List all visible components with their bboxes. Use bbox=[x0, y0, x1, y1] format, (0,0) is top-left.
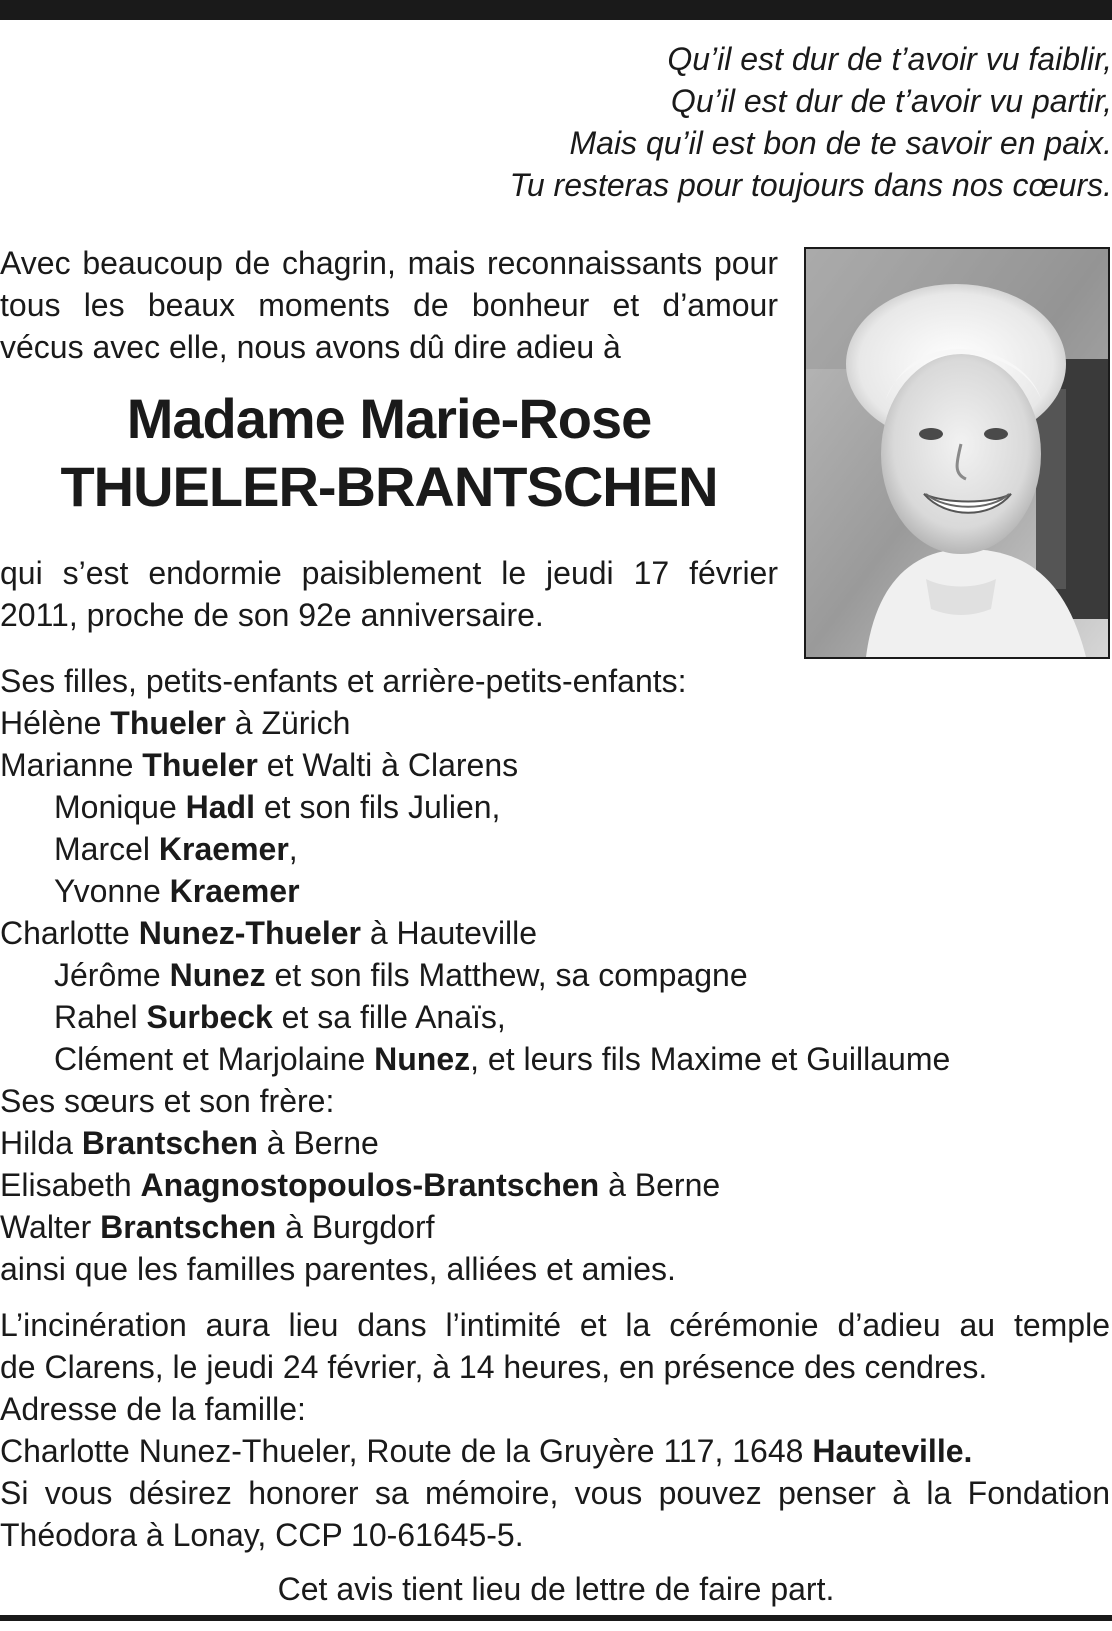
family-row bbox=[0, 744, 1110, 786]
family-row bbox=[0, 786, 1110, 828]
surname: Thueler bbox=[110, 705, 226, 741]
donation-line: Si vous désirez honorer sa mémoire, vous pouvez penser à la Fondation bbox=[0, 1475, 1110, 1511]
death-line: qui s’est endormie paisiblement le jeudi 17 février bbox=[0, 555, 778, 591]
place: à Zürich bbox=[225, 705, 351, 741]
surname: Surbeck bbox=[146, 999, 273, 1035]
family-header: Ses sœurs et son frère: bbox=[0, 1083, 335, 1119]
family-list bbox=[0, 660, 1110, 1290]
place: , bbox=[288, 831, 298, 867]
surname: Nunez bbox=[374, 1041, 471, 1077]
given-name: Elisabeth bbox=[0, 1167, 141, 1203]
given-name: Marianne bbox=[0, 747, 143, 783]
address-text: Charlotte Nunez-Thueler, Route de la Gruyère 117, 1648 bbox=[0, 1433, 813, 1469]
intro-paragraph bbox=[0, 242, 778, 368]
poem-line: Tu resteras pour toujours dans nos cœurs. bbox=[509, 167, 1112, 203]
family-row bbox=[0, 912, 1110, 954]
place: à Hauteville bbox=[360, 915, 538, 951]
given-name: Walter bbox=[0, 1209, 101, 1245]
family-row bbox=[0, 996, 1110, 1038]
place: à Burgdorf bbox=[276, 1209, 435, 1245]
bottom-rule bbox=[0, 1615, 1112, 1621]
death-line: 2011, proche de son 92e anniversaire. bbox=[0, 597, 544, 633]
given-name: Jérôme bbox=[54, 957, 170, 993]
family-row bbox=[0, 870, 1110, 912]
given-name: Monique bbox=[54, 789, 186, 825]
family-row bbox=[0, 954, 1110, 996]
surname: Brantschen bbox=[100, 1209, 277, 1245]
death-paragraph bbox=[0, 552, 778, 636]
surname: Brantschen bbox=[81, 1125, 258, 1161]
place: et sa fille Anaïs, bbox=[272, 999, 506, 1035]
family-address bbox=[0, 1430, 1110, 1472]
given-name: Marcel bbox=[54, 831, 159, 867]
intro-line: Avec beaucoup de chagrin, mais reconnaissants pour bbox=[0, 245, 778, 281]
ceremony-info bbox=[0, 1304, 1110, 1556]
ceremony-line: L’incinération aura lieu dans l’intimité et la cérémonie d’adieu au temple bbox=[0, 1307, 1110, 1343]
poem-line: Qu’il est dur de t’avoir vu partir, bbox=[670, 83, 1112, 119]
place: à Berne bbox=[599, 1167, 721, 1203]
donation-line: Théodora à Lonay, CCP 10-61645-5. bbox=[0, 1517, 524, 1553]
surname: Kraemer bbox=[169, 873, 300, 909]
surname: Nunez-Thueler bbox=[138, 915, 361, 951]
notice-footer: Cet avis tient lieu de lettre de faire part. bbox=[277, 1571, 835, 1607]
family-row bbox=[0, 1206, 1110, 1248]
given-name: Hélène bbox=[0, 705, 111, 741]
portrait-photo bbox=[804, 247, 1110, 659]
family-row bbox=[0, 1038, 1110, 1080]
place: et son fils Matthew, sa compagne bbox=[265, 957, 748, 993]
place: et Walti à Clarens bbox=[257, 747, 519, 783]
family-row bbox=[0, 1122, 1110, 1164]
top-rule bbox=[0, 0, 1112, 20]
given-name: Clément et Marjolaine bbox=[54, 1041, 375, 1077]
place: , et leurs fils Maxime et Guillaume bbox=[470, 1041, 951, 1077]
surname: Kraemer bbox=[158, 831, 289, 867]
deceased-name-line1: Madame Marie-Rose bbox=[126, 387, 652, 450]
given-name: Hilda bbox=[0, 1125, 82, 1161]
place: et son fils Julien, bbox=[254, 789, 501, 825]
surname: Anagnostopoulos-Brantschen bbox=[140, 1167, 600, 1203]
family-tail: ainsi que les familles parentes, alliées et amies. bbox=[0, 1251, 676, 1287]
family-row bbox=[0, 702, 1110, 744]
ceremony-line: de Clarens, le jeudi 24 février, à 14 heures, en présence des cendres. bbox=[0, 1349, 988, 1385]
intro-line: vécus avec elle, nous avons dû dire adieu à bbox=[0, 329, 621, 365]
family-header: Ses filles, petits-enfants et arrière-petits-enfants: bbox=[0, 663, 687, 699]
surname: Thueler bbox=[142, 747, 258, 783]
given-name: Rahel bbox=[54, 999, 147, 1035]
intro-line: tous les beaux moments de bonheur et d’amour bbox=[0, 287, 778, 323]
address-town: Hauteville. bbox=[812, 1433, 973, 1469]
epitaph-poem bbox=[510, 38, 1112, 206]
deceased-name-line2: THUELER-BRANTSCHEN bbox=[60, 455, 718, 518]
address-label: Adresse de la famille: bbox=[0, 1391, 306, 1427]
surname: Hadl bbox=[185, 789, 255, 825]
deceased-name bbox=[0, 385, 778, 521]
family-row bbox=[0, 1164, 1110, 1206]
portrait-image bbox=[806, 249, 1108, 657]
poem-line: Mais qu’il est bon de te savoir en paix. bbox=[569, 125, 1112, 161]
poem-line: Qu’il est dur de t’avoir vu faiblir, bbox=[667, 41, 1112, 77]
place: à Berne bbox=[257, 1125, 379, 1161]
given-name: Yvonne bbox=[54, 873, 170, 909]
given-name: Charlotte bbox=[0, 915, 139, 951]
surname: Nunez bbox=[169, 957, 266, 993]
family-row bbox=[0, 828, 1110, 870]
